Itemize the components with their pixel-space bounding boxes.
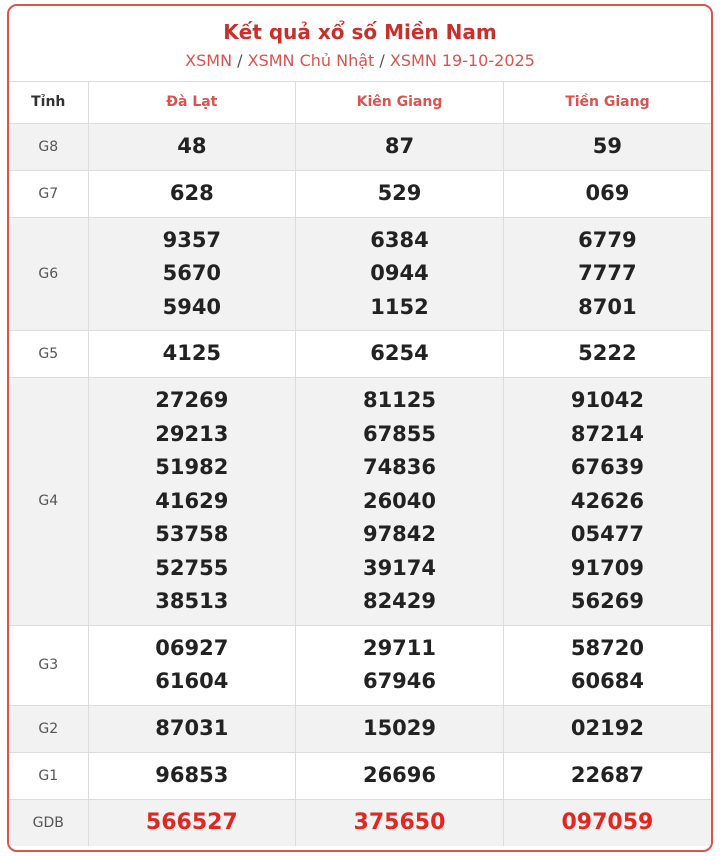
- prize-number: 53758: [155, 522, 229, 546]
- result-cell: [88, 123, 296, 170]
- table-row: [9, 625, 711, 705]
- prize-number: 6384: [370, 227, 429, 252]
- result-cell: [88, 705, 296, 752]
- prize-number: 48: [177, 133, 207, 158]
- prize-number: 67639: [570, 455, 644, 479]
- prize-number: 58720: [570, 635, 644, 660]
- result-cell: [88, 331, 296, 378]
- prize-label: G3: [9, 625, 88, 705]
- prize-number: 06927: [155, 635, 229, 660]
- prize-number: 52755: [155, 555, 229, 580]
- prize-number: 42626: [570, 488, 644, 513]
- result-cell: [88, 799, 296, 846]
- prize-number: 27269: [155, 388, 229, 412]
- prize-number: 96853: [155, 762, 229, 787]
- prize-number: 8701: [578, 294, 637, 319]
- result-cell: [296, 752, 504, 799]
- prize-number: 29711: [362, 635, 437, 660]
- special-prize-number: 375650: [353, 810, 446, 835]
- special-prize-number: 097059: [561, 810, 654, 835]
- prize-label: GDB: [9, 799, 88, 846]
- table-row: [9, 752, 711, 799]
- special-prize-number: 566527: [145, 810, 238, 835]
- prize-number: 1152: [370, 294, 429, 319]
- result-cell: [503, 123, 711, 170]
- result-cell: [296, 170, 504, 217]
- result-cell: [503, 705, 711, 752]
- prize-number: 15029: [362, 715, 437, 740]
- table-row: [9, 705, 711, 752]
- prize-number: 60684: [570, 669, 644, 693]
- prize-number: 81125: [362, 388, 437, 412]
- prize-number: 61604: [155, 669, 229, 693]
- prize-number: 05477: [570, 522, 644, 546]
- breadcrumb-separator: /: [237, 51, 243, 70]
- prize-number: 02192: [570, 715, 644, 740]
- prize-number: 56269: [570, 589, 644, 613]
- table-row: [9, 123, 711, 170]
- result-cell: [88, 752, 296, 799]
- prize-number: 38513: [155, 589, 229, 613]
- result-cell: [503, 331, 711, 378]
- result-cell: [296, 625, 504, 705]
- result-cell: [88, 625, 296, 705]
- table-row: [9, 799, 711, 846]
- table-row: [9, 217, 711, 331]
- prize-number: 9357: [162, 227, 222, 252]
- breadcrumb: [9, 50, 711, 72]
- results-header: [9, 6, 711, 82]
- prize-number: 0944: [370, 261, 429, 285]
- prize-label: G2: [9, 705, 88, 752]
- prize-number: 4125: [162, 341, 222, 366]
- prize-number: 069: [585, 180, 630, 205]
- prize-number: 51982: [155, 455, 229, 479]
- prize-number: 29213: [155, 421, 229, 446]
- prize-number: 67946: [362, 669, 437, 693]
- prize-number: 41629: [155, 488, 229, 513]
- result-cell: [503, 752, 711, 799]
- column-header-province: Kiên Giang: [296, 82, 504, 123]
- result-cell: [296, 123, 504, 170]
- result-cell: [503, 378, 711, 626]
- prize-label: G8: [9, 123, 88, 170]
- result-cell: [296, 331, 504, 378]
- prize-number: 91042: [570, 388, 644, 412]
- table-header-row: [9, 82, 711, 123]
- prize-number: 67855: [362, 421, 437, 446]
- prize-number: 5670: [162, 261, 222, 285]
- prize-label: G5: [9, 331, 88, 378]
- result-cell: [88, 170, 296, 217]
- prize-number: 74836: [362, 455, 437, 479]
- result-cell: [296, 378, 504, 626]
- prize-number: 87031: [155, 715, 229, 740]
- breadcrumb-separator: /: [379, 51, 385, 70]
- prize-number: 39174: [362, 555, 437, 580]
- prize-number: 87214: [570, 421, 644, 446]
- prize-number: 97842: [362, 522, 437, 546]
- prize-label: G1: [9, 752, 88, 799]
- column-header-province-label: Tỉnh: [9, 82, 88, 123]
- table-row: [9, 331, 711, 378]
- result-cell: [503, 170, 711, 217]
- prize-label: G6: [9, 217, 88, 331]
- result-cell: [296, 705, 504, 752]
- prize-label: G4: [9, 378, 88, 626]
- prize-number: 91709: [570, 555, 644, 580]
- page-title: Kết quả xổ số Miền Nam: [223, 20, 497, 44]
- result-cell: [88, 378, 296, 626]
- prize-number: 22687: [570, 762, 644, 787]
- prize-number: 87: [384, 133, 415, 158]
- prize-number: 6779: [578, 227, 637, 252]
- result-cell: [503, 625, 711, 705]
- table-row: [9, 378, 711, 626]
- prize-number: 59: [592, 133, 623, 158]
- results-card: [7, 4, 713, 852]
- result-cell: [503, 217, 711, 331]
- prize-number: 5222: [578, 341, 637, 366]
- prize-number: 7777: [578, 261, 637, 285]
- prize-number: 82429: [362, 589, 437, 613]
- result-cell: [296, 799, 504, 846]
- result-cell: [503, 799, 711, 846]
- breadcrumb-link-xsmn[interactable]: XSMN: [185, 51, 233, 70]
- prize-number: 6254: [370, 341, 429, 366]
- breadcrumb-link-sunday[interactable]: XSMN Chủ Nhật: [247, 51, 375, 70]
- prize-number: 26040: [362, 488, 437, 513]
- prize-number: 26696: [362, 762, 437, 787]
- prize-label: G7: [9, 170, 88, 217]
- column-header-province: Đà Lạt: [88, 82, 296, 123]
- results-table: [9, 82, 711, 846]
- column-header-province: Tiền Giang: [503, 82, 711, 123]
- prize-number: 529: [377, 180, 422, 205]
- breadcrumb-link-date[interactable]: XSMN 19-10-2025: [389, 51, 535, 70]
- prize-number: 5940: [162, 294, 222, 319]
- table-row: [9, 170, 711, 217]
- result-cell: [88, 217, 296, 331]
- prize-number: 628: [169, 180, 214, 205]
- result-cell: [296, 217, 504, 331]
